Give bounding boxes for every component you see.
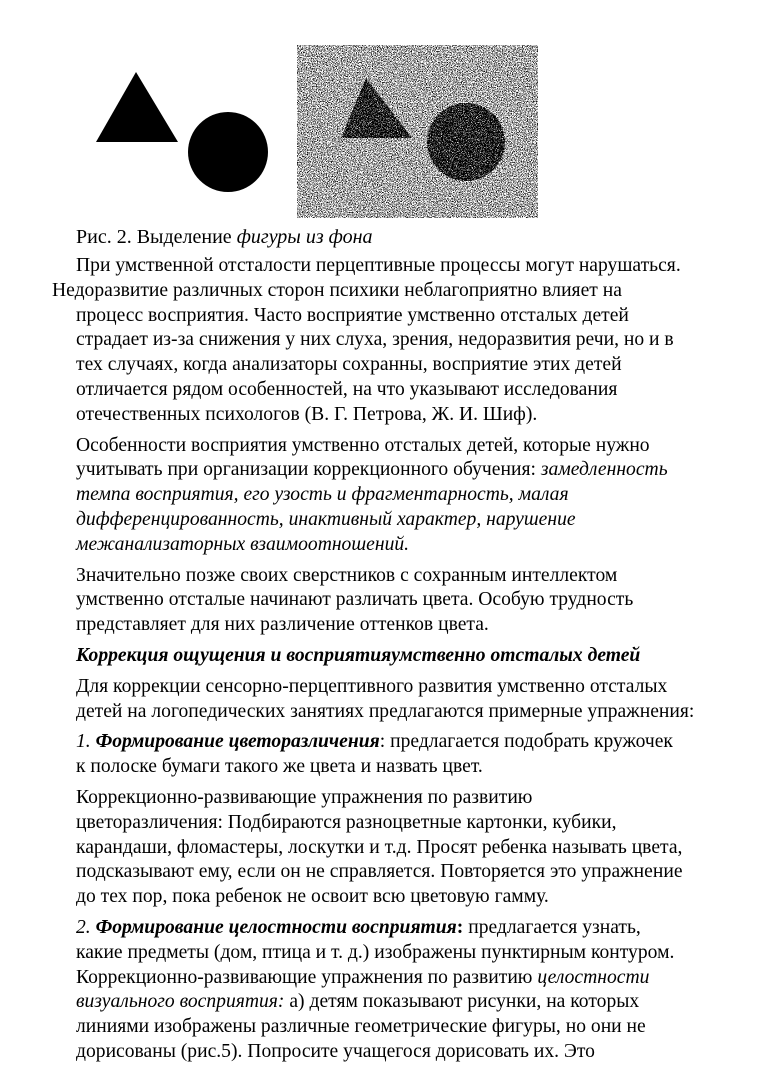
text-line: представляет для них различение оттенков цвета. xyxy=(76,614,489,636)
body-text xyxy=(52,254,716,1071)
text-line xyxy=(52,966,716,991)
text-line: Значительно позже своих сверстников с сохранным интеллектом xyxy=(76,564,618,586)
paragraph-7 xyxy=(52,916,716,1065)
solid-triangle xyxy=(96,72,178,142)
text-line: отличается рядом особенностей, на что указывают исследования xyxy=(76,378,618,400)
text-italic: визуального восприятия: xyxy=(76,991,285,1013)
figure-caption xyxy=(76,225,373,249)
paragraph-4 xyxy=(52,675,716,725)
text-line: темпа восприятия, его узость и фрагментарность, малая xyxy=(76,484,569,506)
paragraph-6 xyxy=(52,786,716,910)
list-number: 2. xyxy=(76,916,96,938)
paragraph-5 xyxy=(52,730,716,780)
text-line: карандаши, фломастеры, лоскутки и т.д. Просят ребенка называть цвета, xyxy=(76,836,683,858)
text-line: дорисованы (рис.5). Попросите учащегося дорисовать их. Это xyxy=(76,1040,595,1062)
text-line: процесс восприятия. Часто восприятие умственно отсталых детей xyxy=(76,304,629,326)
text-line: к полоске бумаги такого же цвета и назвать цвет. xyxy=(76,756,483,778)
list-number: 1. xyxy=(76,731,96,753)
text-bold: : xyxy=(456,916,464,938)
caption-italic: фигуры из фона xyxy=(236,226,373,248)
text-italic: замедленность xyxy=(540,459,668,481)
paragraph-2 xyxy=(52,434,716,558)
solid-circle xyxy=(188,112,268,192)
text-line: дифференцированность, инактивный характер, нарушение xyxy=(76,508,576,530)
text-line: Коррекционно-развивающие упражнения по развитию xyxy=(76,786,533,808)
text-bold-italic: Формирование цветоразличения xyxy=(95,731,380,753)
text-line xyxy=(52,990,716,1015)
text-line: линиями изображены различные геометрические фигуры, но они не xyxy=(76,1016,646,1038)
text-line: межанализаторных взаимоотношений. xyxy=(76,533,410,555)
text-line: тех случаях, когда анализаторы сохранны, восприятие этих детей xyxy=(76,354,622,376)
text-bold-italic: Формирование целостности восприятия xyxy=(95,916,457,938)
text-segment: учитывать при организации коррекционного обучения: xyxy=(76,459,541,481)
text-segment: : предлагается подобрать кружочек xyxy=(379,731,673,753)
noisy-figure-box xyxy=(297,45,538,218)
text-line: умственно отсталые начинают различать цвета. Особую трудность xyxy=(76,589,634,611)
text-line xyxy=(52,916,716,941)
text-segment: Коррекционно-развивающие упражнения по развитию xyxy=(76,966,538,988)
text-line: детей на логопедических занятиях предлагаются примерные упражнения: xyxy=(76,700,695,722)
paragraph-3 xyxy=(52,564,716,638)
text-segment: предлагается узнать, xyxy=(463,916,641,938)
text-line: цветоразличения: Подбираются разноцветные картонки, кубики, xyxy=(76,811,617,833)
figure-ground-illustration xyxy=(0,0,763,230)
text-segment: а) детям показывают рисунки, на которых xyxy=(284,991,640,1013)
text-line: Недоразвитие различных сторон психики неблагоприятно влияет на xyxy=(52,279,622,301)
caption-prefix: Рис. 2. Выделение xyxy=(76,226,237,248)
text-line: до тех пор, пока ребенок не освоит всю цветовую гамму. xyxy=(76,886,549,908)
text-line: какие предметы (дом, птица и т. д.) изображены пунктирным контуром. xyxy=(76,941,675,963)
text-line: отечественных психологов (В. Г. Петрова, Ж. И. Шиф). xyxy=(76,403,538,425)
text-italic: целостности xyxy=(537,966,650,988)
text-line: Особенности восприятия умственно отсталых детей, которые нужно xyxy=(76,434,650,456)
text-line xyxy=(52,730,716,755)
text-line: При умственной отсталости перцептивные процессы могут нарушаться. xyxy=(76,255,681,276)
text-line: подсказывают ему, если он не справляется. Повторяется это упражнение xyxy=(76,861,683,883)
text-line: страдает из-за снижения у них слуха, зрения, недоразвития речи, но и в xyxy=(76,329,674,351)
text-line: Для коррекции сенсорно-перцептивного развития умственно отсталых xyxy=(76,675,668,697)
paragraph-1 xyxy=(52,254,716,428)
heading-text: Коррекция ощущения и восприятияумственно отсталых детей xyxy=(76,644,641,666)
text-line xyxy=(52,458,716,483)
section-heading xyxy=(52,644,716,669)
